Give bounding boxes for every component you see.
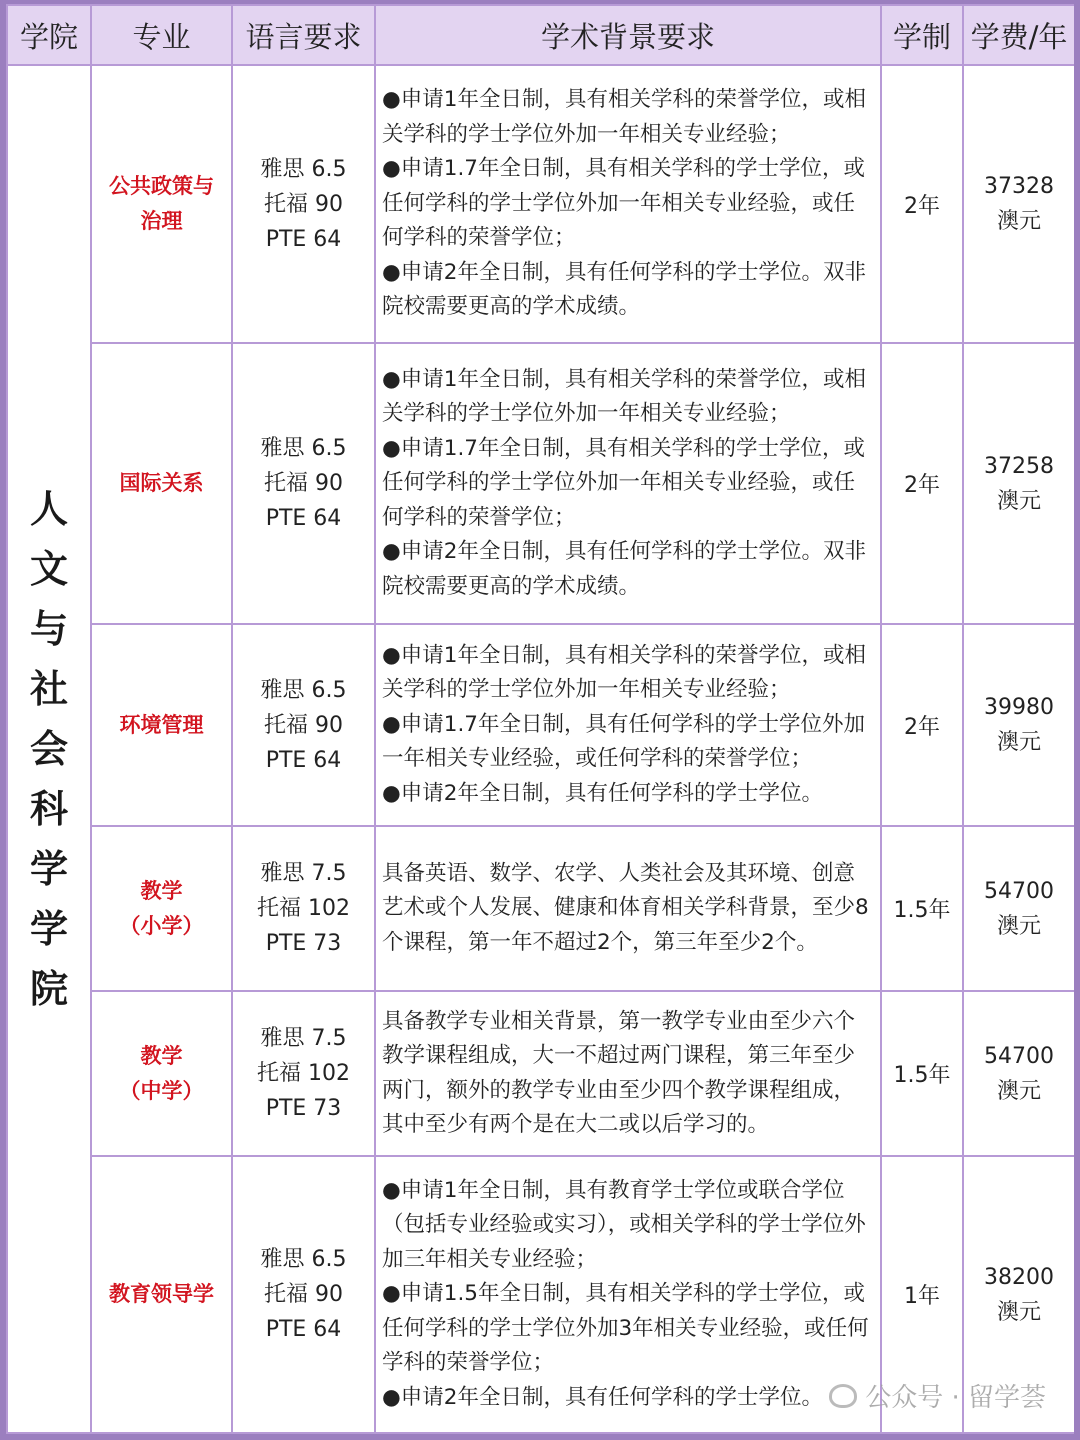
language-cell-line: 托福 90 <box>264 1282 343 1307</box>
major-cell-line: （小学） <box>119 913 204 938</box>
major-cell <box>91 624 232 826</box>
major-cell-line: （中学） <box>119 1078 204 1103</box>
language-cell <box>232 1156 375 1433</box>
requirement-cell-line: ●申请1.7年全日制，具有相关学科的学士学位，或任何学科的学士学位外加一年相关专业经验，或任何学科的荣誉学位； <box>382 156 865 251</box>
requirement-cell-line: ●申请2年全日制，具有任何学科的学士学位。双非院校需要更高的学术成绩。 <box>382 539 866 599</box>
duration-cell: 2年 <box>881 624 963 826</box>
fee-cell-line: 37258 <box>984 453 1054 479</box>
watermark <box>829 1377 1046 1414</box>
language-cell-line: 雅思 6.5 <box>260 1247 347 1272</box>
table-row <box>7 991 1074 1156</box>
college-char: 文 <box>29 547 68 591</box>
requirement-cell <box>375 1156 881 1433</box>
language-cell <box>232 826 375 991</box>
requirement-cell-line: ●申请2年全日制，具有任何学科的学士学位。 <box>382 1384 823 1410</box>
duration-cell: 2年 <box>881 65 963 343</box>
language-cell-line: 雅思 6.5 <box>260 156 347 182</box>
language-cell-line: PTE 64 <box>265 1317 342 1342</box>
table-row <box>7 343 1074 624</box>
requirement-cell-line: ●申请1年全日制，具有相关学科的荣誉学位，或相关学科的学士学位外加一年相关专业经验； <box>382 642 866 703</box>
requirement-cell-line: ●申请1年全日制，具有相关学科的荣誉学位，或相关学科的学士学位外加一年相关专业经验； <box>382 87 866 147</box>
language-cell-line: 托福 90 <box>264 191 343 217</box>
major-cell-line: 教育领导学 <box>109 1282 214 1306</box>
table-row <box>7 826 1074 991</box>
requirement-cell-line: ●申请1年全日制，具有相关学科的荣誉学位，或相关学科的学士学位外加一年相关专业经验； <box>382 366 866 427</box>
college-char: 会 <box>29 727 68 771</box>
fee-cell-line: 54700 <box>984 878 1054 904</box>
language-cell <box>232 343 375 624</box>
program-table <box>6 4 1074 1434</box>
requirement-cell-line: 具备英语、数学、农学、人类社会及其环境、创意艺术或个人发展、健康和体育相关学科背景，至少8个课程，第一年不超过2个，第三年至少2个。 <box>382 860 869 955</box>
header-fee: 学费/年 <box>963 5 1074 65</box>
wechat-icon <box>829 1384 857 1408</box>
language-cell-line: PTE 64 <box>265 506 342 531</box>
major-cell-line: 环境管理 <box>119 712 204 737</box>
requirement-cell-line: ●申请1.7年全日制，具有任何学科的学士学位外加一年相关专业经验，或任何学科的荣誉学位； <box>382 711 865 772</box>
table-frame <box>6 4 1074 1434</box>
fee-cell-line: 37328 <box>984 174 1054 199</box>
duration-cell: 1.5年 <box>881 826 963 991</box>
fee-cell <box>963 826 1074 991</box>
fee-cell-line: 澳元 <box>996 1299 1041 1325</box>
college-char: 与 <box>29 607 68 651</box>
college-char: 学 <box>29 847 68 891</box>
language-cell-line: PTE 73 <box>265 1096 342 1121</box>
fee-cell <box>963 343 1074 624</box>
major-cell-line: 国际关系 <box>119 471 204 495</box>
college-char: 社 <box>29 667 68 711</box>
language-cell <box>232 65 375 343</box>
fee-cell-line: 38200 <box>984 1264 1054 1290</box>
language-cell-line: 托福 90 <box>264 712 343 738</box>
major-cell-line: 教学 <box>140 1043 183 1068</box>
requirement-cell-line: ●申请2年全日制，具有任何学科的学士学位。 <box>382 780 823 806</box>
requirement-cell-line: ●申请1.7年全日制，具有相关学科的学士学位，或任何学科的学士学位外加一年相关专业经验，或任何学科的荣誉学位； <box>382 435 865 530</box>
fee-cell <box>963 991 1074 1156</box>
header-college: 学院 <box>7 5 91 65</box>
duration-cell: 1年 <box>881 1156 963 1433</box>
fee-cell-line: 54700 <box>984 1043 1054 1069</box>
major-cell <box>91 826 232 991</box>
language-cell-line: 托福 102 <box>257 1061 350 1086</box>
language-cell-line: PTE 73 <box>265 931 342 956</box>
table-row <box>7 624 1074 826</box>
language-cell-line: PTE 64 <box>265 226 342 252</box>
college-char: 院 <box>29 967 68 1011</box>
table-row <box>7 65 1074 343</box>
language-cell <box>232 624 375 826</box>
fee-cell <box>963 624 1074 826</box>
duration-cell: 2年 <box>881 343 963 624</box>
language-cell-line: 雅思 6.5 <box>260 677 347 703</box>
major-cell <box>91 991 232 1156</box>
fee-cell-line: 澳元 <box>996 488 1041 514</box>
language-cell-line: PTE 64 <box>265 747 342 773</box>
major-cell <box>91 65 232 343</box>
requirement-cell <box>375 624 881 826</box>
requirement-cell-line: 具备教学专业相关背景，第一教学专业由至少六个教学课程组成，大一不超过两门课程，第三年至少两门，额外的教学专业由至少四个教学课程组成，其中至少有两个是在大二或以后学习的。 <box>382 1008 856 1137</box>
language-cell-line: 雅思 7.5 <box>260 861 347 886</box>
college-char: 人 <box>29 487 68 531</box>
header-duration: 学制 <box>881 5 963 65</box>
major-cell-line: 教学 <box>140 878 183 903</box>
college-cell <box>7 65 91 1433</box>
fee-cell-line: 39980 <box>984 695 1054 720</box>
header-language: 语言要求 <box>232 5 375 65</box>
language-cell <box>232 991 375 1156</box>
fee-cell-line: 澳元 <box>996 913 1041 939</box>
college-char: 学 <box>29 907 68 951</box>
requirement-cell-line: ●申请1年全日制，具有教育学士学位或联合学位（包括专业经验或实习），或相关学科的学士学位外加三年相关专业经验； <box>382 1177 866 1272</box>
major-cell-line: 公共政策与 <box>109 174 214 198</box>
major-cell <box>91 343 232 624</box>
requirement-cell-line: ●申请2年全日制，具有任何学科的学士学位。双非院校需要更高的学术成绩。 <box>382 259 866 320</box>
header-academic: 学术背景要求 <box>375 5 881 65</box>
college-char: 科 <box>29 787 68 831</box>
duration-cell: 1.5年 <box>881 991 963 1156</box>
fee-cell-line: 澳元 <box>996 209 1041 234</box>
watermark-text: 公众号 · 留学荟 <box>865 1383 1046 1413</box>
requirement-cell <box>375 826 881 991</box>
major-cell <box>91 1156 232 1433</box>
requirement-cell-line: ●申请1.5年全日制，具有相关学科的学士学位，或任何学科的学士学位外加3年相关专业经验，或任何学科的荣誉学位； <box>382 1281 869 1376</box>
requirement-cell <box>375 65 881 343</box>
header-major: 专业 <box>91 5 232 65</box>
header-row <box>7 5 1074 65</box>
language-cell-line: 雅思 7.5 <box>260 1026 347 1051</box>
requirement-cell <box>375 991 881 1156</box>
fee-cell-line: 澳元 <box>996 1078 1041 1104</box>
major-cell-line: 治理 <box>140 209 183 233</box>
language-cell-line: 托福 90 <box>264 471 343 496</box>
language-cell-line: 雅思 6.5 <box>260 436 347 461</box>
fee-cell <box>963 65 1074 343</box>
requirement-cell <box>375 343 881 624</box>
fee-cell-line: 澳元 <box>996 730 1041 755</box>
language-cell-line: 托福 102 <box>257 896 350 921</box>
